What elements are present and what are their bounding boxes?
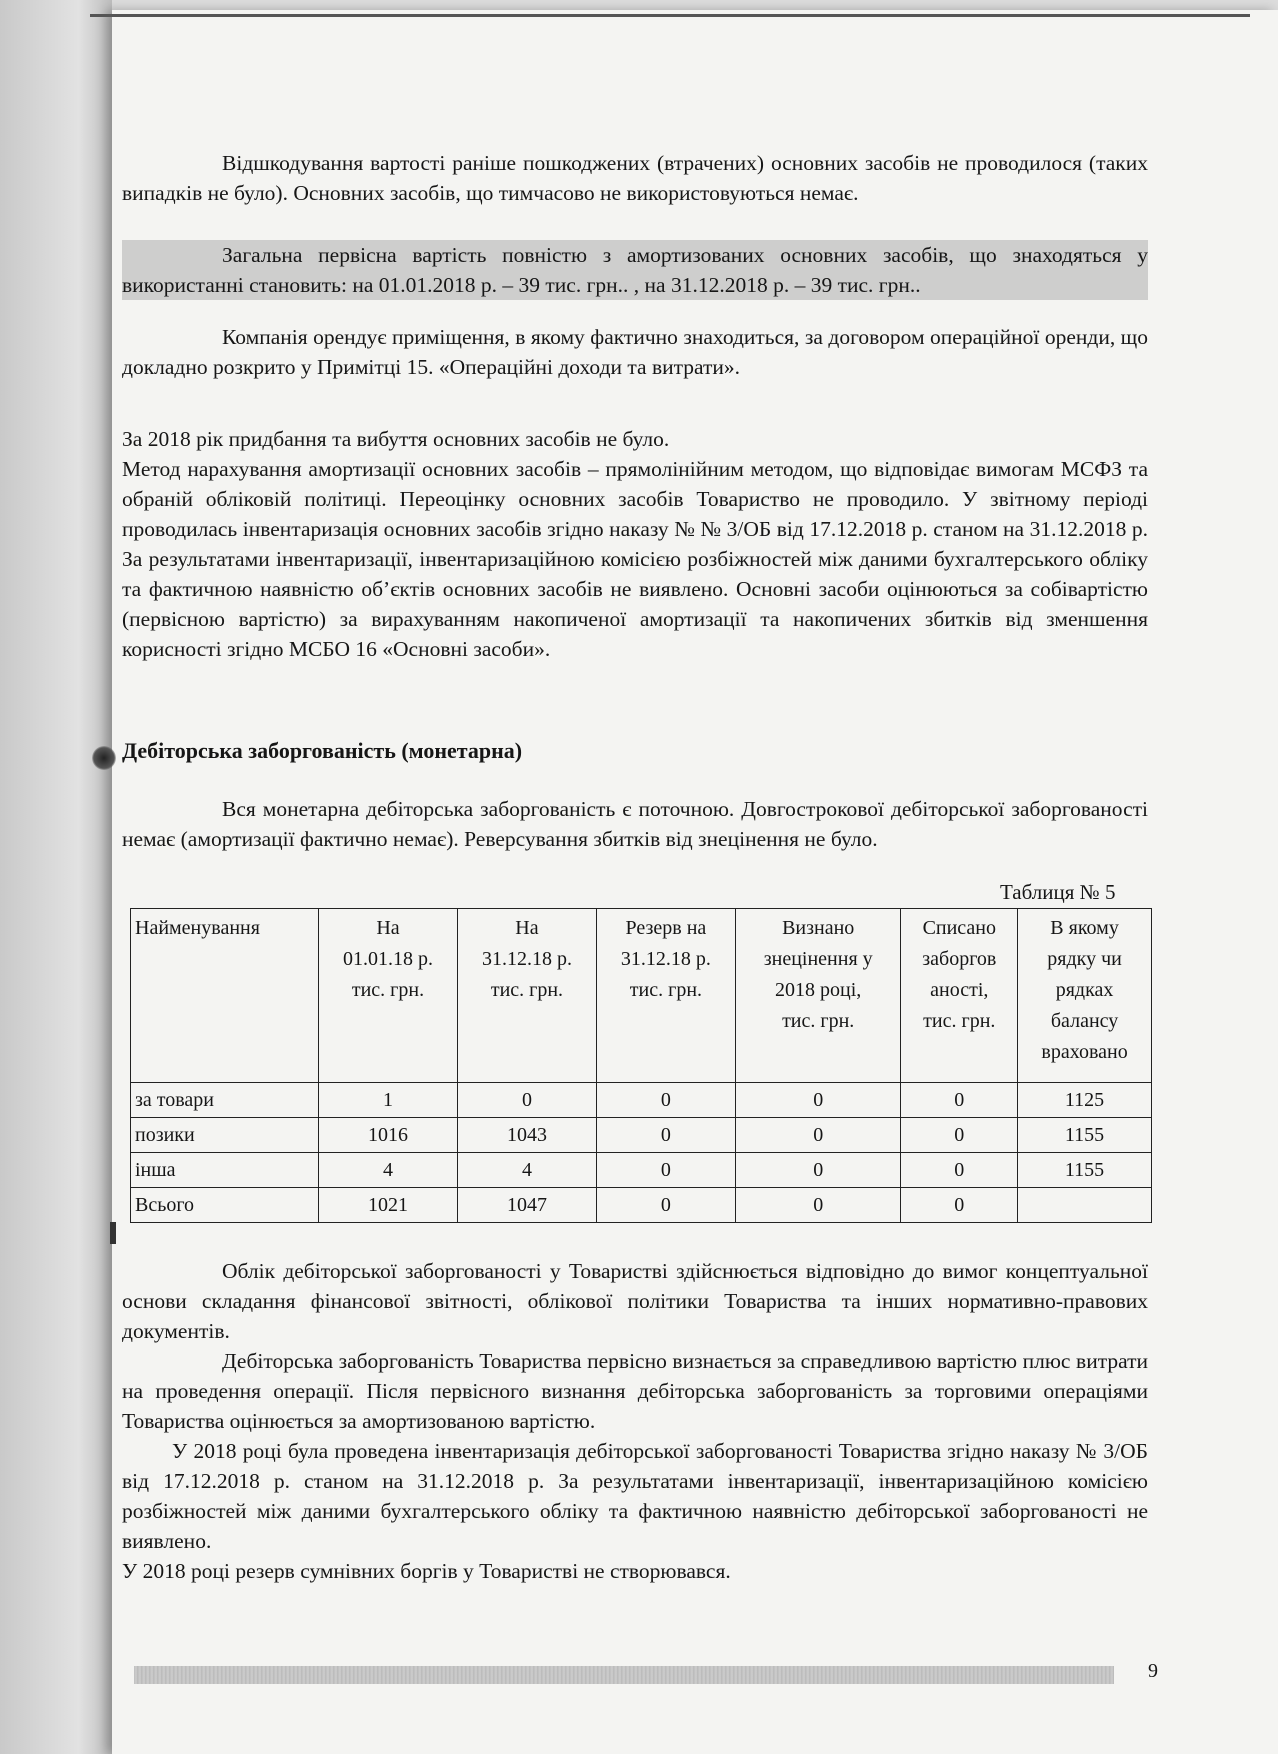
- table-cell: [1018, 1188, 1152, 1223]
- table-row: [131, 1188, 1152, 1223]
- table-cell: 0: [596, 1153, 735, 1188]
- paragraph-acquisitions: За 2018 рік придбання та вибуття основних засобів не було.: [122, 427, 670, 451]
- table-row: [131, 1153, 1152, 1188]
- table-header-cell: [596, 909, 735, 1083]
- table-cell: 1125: [1018, 1083, 1152, 1118]
- table-header-line: Списано: [922, 917, 997, 939]
- table-header-line: заборгов: [922, 948, 997, 970]
- table-header-line: тис. грн.: [923, 1010, 996, 1032]
- table-header-line: На: [376, 917, 400, 939]
- table-header-row: [131, 909, 1152, 1083]
- table-header-cell: [457, 909, 596, 1083]
- table-header-line: знецінення у: [763, 948, 873, 970]
- table-header-line: 01.01.18 р.: [342, 948, 433, 970]
- table-header-line: балансу: [1050, 1010, 1119, 1032]
- paragraph-fully-depreciated: Загальна первісна вартість повністю з амортизованих основних засобів, що знаходяться у використанні становить: на 01.01.2018 р. – 39 тис. грн.. , на 31.12.2018 р. – 39 тис. грн..: [122, 240, 1148, 300]
- table-header-line: тис. грн.: [351, 979, 425, 1001]
- table-header-line: враховано: [1041, 1041, 1128, 1063]
- paragraph-doubtful-debts: У 2018 році резерв сумнівних боргів у Товаристві не створювався.: [122, 1559, 731, 1583]
- table-cell: 4: [319, 1153, 458, 1188]
- paragraph-monetary-receivables: Вся монетарна дебіторська заборгованість є поточною. Довгострокової дебіторської заборгованості немає (амортизації фактично немає). Реверсування збитків від знецінення не було.: [122, 797, 1148, 851]
- paragraph-accounting: Облік дебіторської заборгованості у Товаристві здійснюється відповідно до вимог концептуальної основи складання фінансової звітності, облікової політики Товариства та інших нормативно-правових документів.: [122, 1259, 1148, 1343]
- paragraph-lease: Компанія орендує приміщення, в якому фактично знаходиться, за договором операційної оренди, що докладно розкрито у Примітці 15. «Операційні доходи та витрати».: [122, 325, 1148, 379]
- table-cell: 1016: [319, 1118, 458, 1153]
- page-number: 9: [1148, 1660, 1158, 1682]
- paragraph-initial-recognition: Дебіторська заборгованість Товариства первісно визнається за справедливою вартістю плюс витрати на проведення операції. Після первісного визнання дебіторська заборгованість за торговими операціями Товариства оцінюється за амортизованою вартістю.: [122, 1349, 1148, 1433]
- table-header-cell: [735, 909, 901, 1083]
- table-cell: 0: [901, 1188, 1018, 1223]
- scan-left-margin: [0, 0, 112, 1754]
- table-header-line: 31.12.18 р.: [481, 948, 572, 970]
- receivables-table: [130, 908, 1152, 1223]
- table-cell: 1155: [1018, 1153, 1152, 1188]
- table-header-cell: [131, 909, 319, 1083]
- table-header-cell: [901, 909, 1018, 1083]
- table-header-line: На: [515, 917, 539, 939]
- table-header-line: рядку чи: [1047, 948, 1122, 970]
- table-cell: 0: [596, 1188, 735, 1223]
- table-cell: 0: [901, 1153, 1018, 1188]
- table-row: [131, 1118, 1152, 1153]
- table-cell: 0: [901, 1118, 1018, 1153]
- paragraph-inventory: У 2018 році була проведена інвентаризація дебіторської заборгованості Товариства згідно наказу № 3/ОБ від 17.12.2018 р. станом на 31.12.2018 р. За результатами інвентаризації, інвентаризаційною комісією розбіжностей між даними бухгалтерського обліку та фактичною наявністю дебіторської заборгованості не виявлено.: [122, 1439, 1148, 1553]
- table-cell: 1047: [457, 1188, 596, 1223]
- table-cell: 0: [735, 1153, 901, 1188]
- paragraph-depreciation-method: Метод нарахування амортизації основних засобів – прямолінійним методом, що відповідає вимогам МСФЗ та обраній обліковій політиці. Переоцінку основних засобів Товариство не проводило. У звітному періоді проводилась інвентаризація основних засобів згідно наказу № № 3/ОБ від 17.12.2018 р. станом на 31.12.2018 р. За результатами інвентаризації, інвентаризаційною комісією розбіжностей між даними бухгалтерського обліку та фактичною наявністю об’єктів основних засобів не виявлено. Основні засоби оцінюються за собівартістю (первісною вартістю) за вирахуванням накопиченої амортизації та накопичених збитків від зменшення корисності згідно МСБО 16 «Основні засоби».: [122, 457, 1148, 661]
- table-cell: 0: [735, 1083, 901, 1118]
- table-header-line: тис. грн.: [629, 979, 703, 1001]
- table-cell: 1: [319, 1083, 458, 1118]
- table-header-line: 2018 році,: [775, 979, 862, 1001]
- table-row-label: за товари: [131, 1083, 319, 1118]
- table-header-line: Резерв на: [625, 917, 707, 939]
- table-row-label: інша: [131, 1153, 319, 1188]
- ink-blot: [92, 746, 116, 770]
- table-header-line: 31.12.18 р.: [620, 948, 711, 970]
- table-header-line: Найменування: [135, 917, 260, 939]
- table-cell: 1043: [457, 1118, 596, 1153]
- table-header-line: рядках: [1055, 979, 1114, 1001]
- table-caption: Таблиця № 5: [1000, 880, 1116, 904]
- table-cell: 0: [735, 1188, 901, 1223]
- paragraph-compensation: Відшкодування вартості раніше пошкоджених (втрачених) основних засобів не проводилося (таких випадків не було). Основних засобів, що тимчасово не використовуються немає.: [122, 151, 1148, 205]
- table-header-line: аності,: [930, 979, 989, 1001]
- table-header-line: Визнано: [782, 917, 855, 939]
- table-header-cell: [1018, 909, 1152, 1083]
- table-header-line: В якому: [1050, 917, 1119, 939]
- table-row: [131, 1083, 1152, 1118]
- table-header-line: тис. грн.: [782, 1010, 855, 1032]
- table-cell: 0: [901, 1083, 1018, 1118]
- punch-mark: [110, 1222, 116, 1244]
- table-row-label: Всього: [131, 1188, 319, 1223]
- table-cell: 1021: [319, 1188, 458, 1223]
- table-cell: 0: [596, 1118, 735, 1153]
- table-header-line: тис. грн.: [490, 979, 564, 1001]
- table-header-cell: [319, 909, 458, 1083]
- footer-bar: [134, 1666, 1114, 1684]
- table-row-label: позики: [131, 1118, 319, 1153]
- section-heading: Дебіторська заборгованість (монетарна): [122, 738, 523, 763]
- table-cell: 4: [457, 1153, 596, 1188]
- table-cell: 1155: [1018, 1118, 1152, 1153]
- top-rule: [90, 14, 1250, 17]
- table-cell: 0: [596, 1083, 735, 1118]
- table-cell: 0: [457, 1083, 596, 1118]
- table-cell: 0: [735, 1118, 901, 1153]
